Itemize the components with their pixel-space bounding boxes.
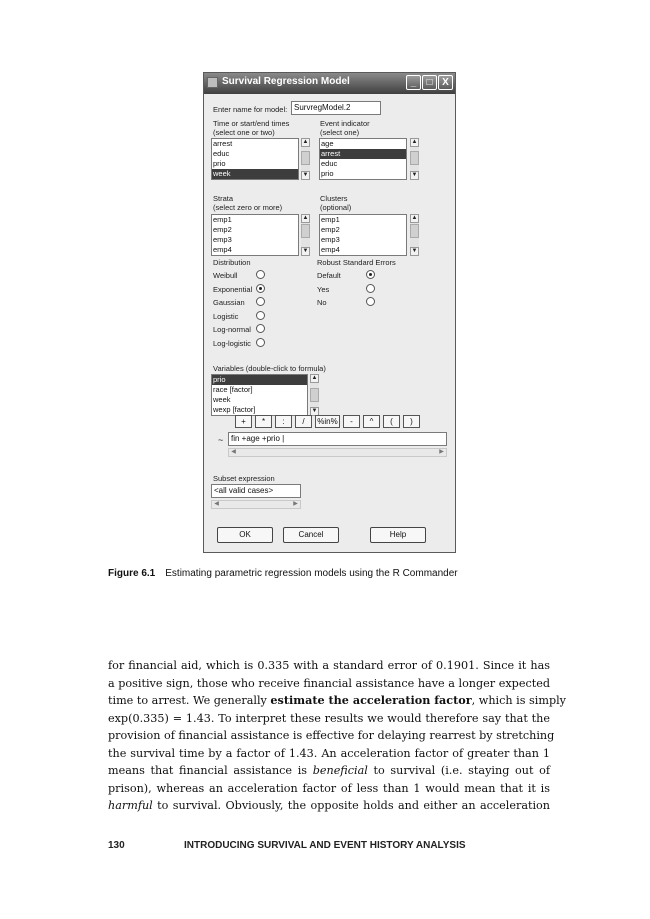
list-item[interactable]: emp1 <box>213 215 232 224</box>
distribution-option-label: Log-logistic <box>213 339 251 348</box>
operator-plus-button[interactable]: + <box>235 415 252 428</box>
robust-option-label: Yes <box>317 285 330 294</box>
operator-times-button[interactable]: * <box>255 415 272 428</box>
list-item[interactable]: wexp [factor] <box>213 405 256 414</box>
scroll-thumb[interactable] <box>410 151 419 165</box>
scroll-left-icon[interactable]: ◀ <box>214 501 219 507</box>
formula-input[interactable]: fin +age +prio | <box>228 432 447 446</box>
radio-logistic[interactable] <box>256 311 265 320</box>
scroll-thumb[interactable] <box>410 224 419 238</box>
variables-label: Variables (double-click to formula) <box>213 364 326 373</box>
radio-robust-no[interactable] <box>366 297 375 306</box>
scroll-down-icon[interactable]: ▼ <box>302 248 309 254</box>
page-number: 130 <box>108 840 125 851</box>
radio-log-normal[interactable] <box>256 324 265 333</box>
scroll-up-icon[interactable]: ▲ <box>302 215 309 221</box>
distribution-option-label: Gaussian <box>213 298 245 307</box>
scroll-right-icon[interactable]: ▶ <box>439 449 444 455</box>
list-item[interactable]: age <box>321 139 334 148</box>
list-item[interactable]: emp4 <box>213 245 232 254</box>
scroll-down-icon[interactable]: ▼ <box>302 172 309 178</box>
radio-weibull[interactable] <box>256 270 265 279</box>
bold-phrase: estimate the acceleration factor <box>270 693 472 707</box>
list-item[interactable]: arrest <box>213 139 233 148</box>
operator-colon-button[interactable]: : <box>275 415 292 428</box>
time-label: Time or start/end times <box>213 119 290 128</box>
list-item[interactable]: educ <box>213 149 230 158</box>
robust-se-label: Robust Standard Errors <box>317 258 396 267</box>
help-button[interactable]: Help <box>370 527 426 543</box>
dialog-title: Survival Regression Model <box>222 76 350 87</box>
radio-robust-default[interactable] <box>366 270 375 279</box>
list-item[interactable]: emp3 <box>213 235 232 244</box>
scroll-up-icon[interactable]: ▲ <box>411 215 418 221</box>
scroll-up-icon[interactable]: ▲ <box>311 375 318 381</box>
distribution-option-label: Logistic <box>213 312 239 321</box>
list-item-selected[interactable]: arrest <box>320 149 406 159</box>
scroll-up-icon[interactable]: ▲ <box>302 139 309 145</box>
variables-scrollbar[interactable] <box>310 374 319 416</box>
model-name-input[interactable]: SurvregModel.2 <box>291 101 381 115</box>
cancel-button[interactable]: Cancel <box>283 527 339 543</box>
italic-word: harmful <box>108 799 153 812</box>
minimize-button[interactable]: _ <box>406 75 421 90</box>
radio-robust-yes[interactable] <box>366 284 375 293</box>
formula-hscrollbar[interactable] <box>228 448 447 457</box>
clusters-label: Clusters <box>320 194 348 203</box>
time-listbox[interactable] <box>211 138 299 180</box>
list-item[interactable]: race [factor] <box>213 385 253 394</box>
tilde-label: ~ <box>218 435 224 445</box>
event-sublabel: (select one) <box>320 128 360 137</box>
text-line: a positive sign, those who receive financial assistance have a longer expected <box>108 676 550 690</box>
robust-option-label: No <box>317 298 327 307</box>
time-scrollbar[interactable] <box>301 138 310 180</box>
event-label: Event indicator <box>320 119 370 128</box>
window-icon <box>207 77 218 88</box>
event-scrollbar[interactable] <box>410 138 419 180</box>
operator-minus-button[interactable]: - <box>343 415 360 428</box>
subset-hscrollbar[interactable] <box>211 500 301 509</box>
list-item[interactable]: emp4 <box>321 245 340 254</box>
list-item[interactable]: emp3 <box>321 235 340 244</box>
radio-gaussian[interactable] <box>256 297 265 306</box>
text-line: for financial aid, which is 0.335 with a standard error of 0.1901. Since it has <box>108 659 550 672</box>
strata-listbox[interactable] <box>211 214 299 256</box>
model-name-label: Enter name for model: <box>213 105 288 114</box>
survival-regression-dialog <box>203 72 456 553</box>
list-item[interactable]: prio <box>213 159 226 168</box>
clusters-listbox[interactable] <box>319 214 407 256</box>
list-item[interactable]: emp2 <box>213 225 232 234</box>
figure-caption <box>108 568 458 579</box>
text-line: exp(0.335) = 1.43. To interpret these results we would therefore say that the <box>108 711 550 725</box>
text-line: time to arrest. We generally estimate the acceleration factor, which is simply <box>108 693 567 707</box>
text-line: prison), whereas an acceleration factor of less than 1 would mean that it is <box>108 781 550 795</box>
distribution-option-label: Log-normal <box>213 325 251 334</box>
subset-input[interactable]: <all valid cases> <box>211 484 301 498</box>
text-line: means that financial assistance is beneficial to survival (i.e. staying out of <box>108 764 550 777</box>
list-item-selected[interactable]: week <box>212 169 298 179</box>
radio-exponential[interactable] <box>256 284 265 293</box>
ok-button[interactable]: OK <box>217 527 273 543</box>
event-listbox[interactable] <box>319 138 407 180</box>
robust-option-label: Default <box>317 271 341 280</box>
body-paragraph <box>108 657 567 815</box>
distribution-label: Distribution <box>213 258 251 267</box>
distribution-option-label: Exponential <box>213 285 253 294</box>
list-item[interactable]: emp2 <box>321 225 340 234</box>
clusters-sublabel: (optional) <box>320 203 352 212</box>
subset-label: Subset expression <box>213 474 275 483</box>
list-item-selected[interactable]: prio <box>212 375 307 385</box>
operator-lparen-button[interactable]: ( <box>383 415 400 428</box>
text-line: provision of financial assistance is effective for delaying rearrest by stretching <box>108 729 555 742</box>
italic-word: beneficial <box>312 764 368 777</box>
strata-sublabel: (select zero or more) <box>213 203 283 212</box>
maximize-button[interactable]: □ <box>422 75 437 90</box>
variables-listbox[interactable] <box>211 374 308 416</box>
strata-label: Strata <box>213 194 234 203</box>
figure-label: Figure 6.1 <box>108 568 156 579</box>
list-item[interactable]: prio <box>321 169 334 178</box>
dialog-titlebar[interactable] <box>204 73 455 94</box>
time-sublabel: (select one or two) <box>213 128 275 137</box>
scroll-left-icon[interactable]: ◀ <box>231 449 236 455</box>
operator-rparen-button[interactable]: ) <box>403 415 420 428</box>
scroll-up-icon[interactable]: ▲ <box>411 139 418 145</box>
scroll-thumb[interactable] <box>301 151 310 165</box>
running-title: INTRODUCING SURVIVAL AND EVENT HISTORY ANALYSIS <box>184 840 466 851</box>
list-item[interactable]: emp1 <box>321 215 340 224</box>
text-line: harmful to survival. Obviously, the opposite holds and either an acceleration <box>108 799 550 812</box>
scroll-right-icon[interactable]: ▶ <box>293 501 298 507</box>
scroll-down-icon[interactable]: ▼ <box>411 248 418 254</box>
scroll-down-icon[interactable]: ▼ <box>411 172 418 178</box>
operator-power-button[interactable]: ^ <box>363 415 380 428</box>
radio-log-logistic[interactable] <box>256 338 265 347</box>
list-item[interactable]: educ <box>321 159 338 168</box>
scroll-thumb[interactable] <box>310 388 319 402</box>
text-line: the survival time by a factor of 1.43. An acceleration factor of greater than 1 <box>108 746 550 760</box>
scroll-down-icon[interactable]: ▼ <box>311 408 318 414</box>
list-item[interactable]: week <box>213 395 231 404</box>
distribution-option-label: Weibull <box>213 271 238 280</box>
clusters-scrollbar[interactable] <box>410 214 419 256</box>
operator-in-button[interactable]: %in% <box>315 415 340 428</box>
operator-slash-button[interactable]: / <box>295 415 312 428</box>
strata-scrollbar[interactable] <box>301 214 310 256</box>
close-button[interactable]: X <box>438 75 453 90</box>
figure-caption-text: Estimating parametric regression models using the R Commander <box>165 568 458 579</box>
scroll-thumb[interactable] <box>301 224 310 238</box>
